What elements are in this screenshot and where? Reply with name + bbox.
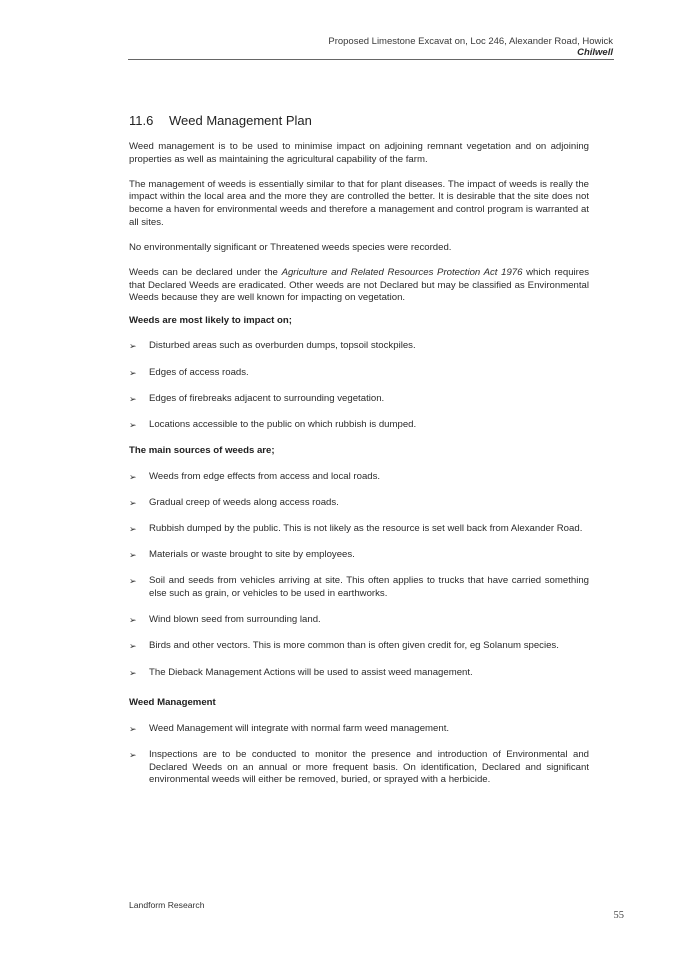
bullet-arrow-icon: ➢ bbox=[129, 367, 137, 378]
bullet-item bbox=[129, 575, 589, 600]
paragraph-2: The management of weeds is essentially similar to that for plant diseases. The impact of weeds is really the impact within the local area and the more they are controlled the better. It is desirable that the site does not become a haven for environmental weeds and therefore a management and control program is warranted at all sites. bbox=[129, 178, 589, 228]
paragraph-3: No environmentally significant or Threatened weeds species were recorded. bbox=[129, 241, 452, 253]
section-number: 11.6 bbox=[129, 113, 154, 128]
bullet-arrow-icon: ➢ bbox=[129, 393, 137, 404]
bullet-arrow-icon: ➢ bbox=[129, 419, 137, 430]
bullet-item bbox=[129, 497, 589, 510]
bullet-item bbox=[129, 367, 589, 380]
paragraph-4-text: Weeds can be declared under the bbox=[129, 266, 282, 278]
bullet-item bbox=[129, 340, 589, 353]
bullet-text: Wind blown seed from surrounding land. bbox=[149, 614, 321, 626]
bullet-item bbox=[129, 393, 589, 406]
bullet-item bbox=[129, 419, 589, 432]
bullet-arrow-icon: ➢ bbox=[129, 667, 137, 678]
bullet-text: Materials or waste brought to site by employees. bbox=[149, 549, 355, 561]
bullet-text: Inspections are to be conducted to monitor the presence and introduction of Environmental and Declared Weeds on an annual or more frequent basis. On identification, Declared and significant environmental weeds will either be removed, buried, or sprayed with a herbicide. bbox=[149, 748, 589, 786]
bullet-arrow-icon: ➢ bbox=[129, 497, 137, 508]
management-list bbox=[129, 723, 589, 787]
bullet-item bbox=[129, 667, 589, 680]
management-heading: Weed Management bbox=[129, 697, 216, 709]
header-rule bbox=[128, 59, 614, 60]
sources-heading: The main sources of weeds are; bbox=[129, 445, 275, 457]
bullet-item bbox=[129, 640, 589, 653]
bullet-text: Edges of firebreaks adjacent to surrounding vegetation. bbox=[149, 392, 385, 404]
paragraph-4-text-end: which requires that Declared Weeds are eradicated. Other weeds are not Declared but may be classified as Environmental Weeds because they are well known for impacting on vegetation. bbox=[129, 266, 589, 304]
bullet-item bbox=[129, 523, 589, 536]
impact-heading: Weeds are most likely to impact on; bbox=[129, 314, 292, 326]
bullet-item bbox=[129, 723, 589, 736]
bullet-text: Gradual creep of weeds along access roads. bbox=[149, 496, 339, 508]
bullet-arrow-icon: ➢ bbox=[129, 471, 137, 482]
header-client: Chilwell bbox=[577, 47, 613, 58]
bullet-arrow-icon: ➢ bbox=[129, 524, 137, 535]
bullet-arrow-icon: ➢ bbox=[129, 550, 137, 561]
header-project-title: Proposed Limestone Excavat on, Loc 246, Alexander Road, Howick bbox=[328, 36, 613, 47]
bullet-text: Soil and seeds from vehicles arriving at site. This often applies to trucks that have carried something else such as grain, or vehicles to be used in earthworks. bbox=[149, 575, 589, 599]
impact-list bbox=[129, 340, 589, 431]
bullet-text: The Dieback Management Actions will be used to assist weed management. bbox=[149, 666, 473, 678]
paragraph-1: Weed management is to be used to minimise impact on adjoining remnant vegetation and on adjoining properties as well as maintaining the agricultural capability of the farm. bbox=[129, 141, 589, 165]
section-title: Weed Management Plan bbox=[169, 113, 312, 128]
bullet-arrow-icon: ➢ bbox=[129, 615, 137, 626]
bullet-item bbox=[129, 614, 589, 627]
sources-list bbox=[129, 471, 589, 680]
page-number: 55 bbox=[613, 910, 624, 921]
bullet-arrow-icon: ➢ bbox=[129, 576, 137, 587]
bullet-item bbox=[129, 471, 589, 484]
bullet-arrow-icon: ➢ bbox=[129, 723, 137, 734]
act-name: Agriculture and Related Resources Protection Act 1976 bbox=[281, 266, 523, 278]
bullet-text: Birds and other vectors. This is more common than is often given credit for, eg Solanum species. bbox=[149, 640, 559, 652]
bullet-text: Disturbed areas such as overburden dumps, topsoil stockpiles. bbox=[149, 340, 416, 352]
bullet-arrow-icon: ➢ bbox=[129, 341, 137, 352]
bullet-arrow-icon: ➢ bbox=[129, 749, 137, 760]
bullet-item bbox=[129, 549, 589, 562]
section-heading bbox=[129, 113, 589, 129]
bullet-text: Locations accessible to the public on which rubbish is dumped. bbox=[149, 418, 417, 430]
bullet-text: Edges of access roads. bbox=[149, 366, 249, 378]
bullet-arrow-icon: ➢ bbox=[129, 641, 137, 652]
bullet-item bbox=[129, 749, 589, 787]
bullet-text: Weed Management will integrate with normal farm weed management. bbox=[149, 722, 450, 734]
paragraph-4 bbox=[129, 267, 589, 305]
main-content bbox=[129, 113, 589, 800]
bullet-text: Rubbish dumped by the public. This is not likely as the resource is set well back from Alexander Road. bbox=[149, 523, 583, 535]
bullet-text: Weeds from edge effects from access and local roads. bbox=[149, 470, 381, 482]
footer-company: Landform Research bbox=[129, 900, 205, 910]
